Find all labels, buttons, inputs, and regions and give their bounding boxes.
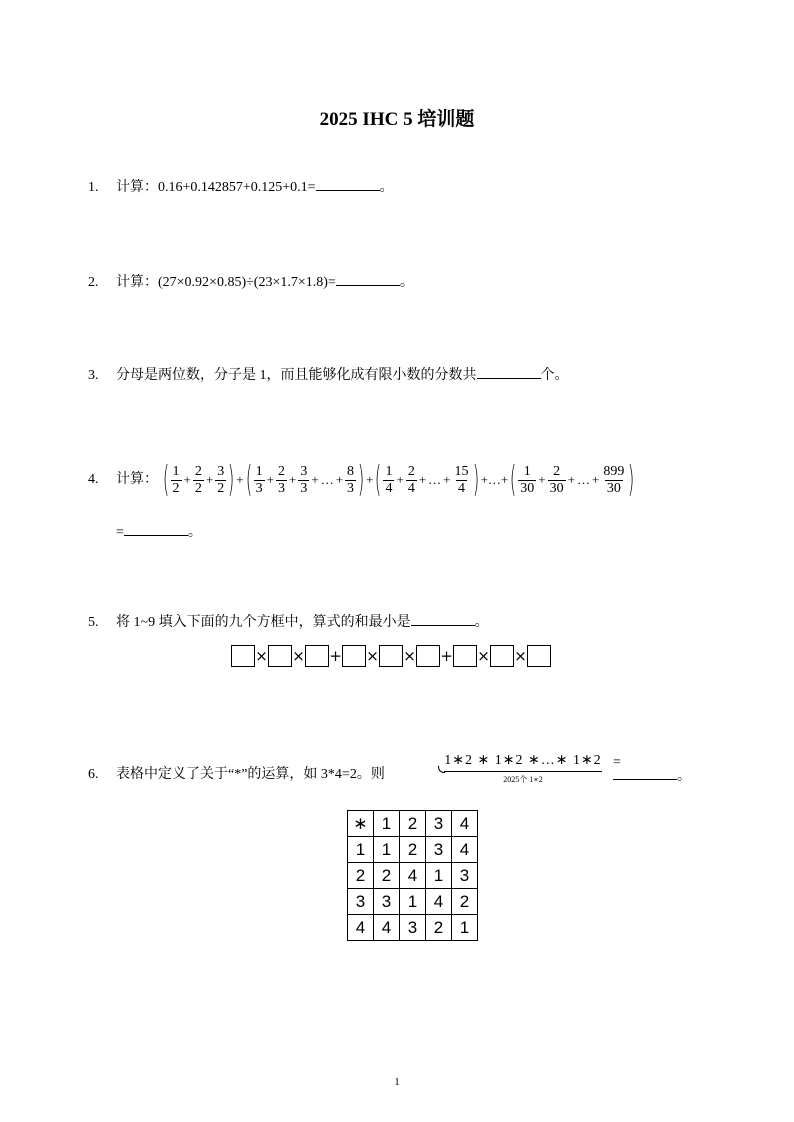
table-cell: 2: [400, 811, 426, 837]
operation-table: [347, 810, 478, 941]
question-4-answer-line: [116, 521, 202, 543]
fraction: $\frac{2}{3}$: [278, 463, 286, 496]
answer-blank[interactable]: [613, 765, 677, 780]
table-cell: 2: [348, 863, 374, 889]
fraction: $\frac{8}{3}$: [347, 463, 355, 496]
table-row: [348, 889, 478, 915]
question-end: 个。: [540, 368, 569, 383]
question-end: 。: [677, 769, 691, 784]
page-number: 1: [394, 1076, 400, 1088]
number-box-expression: [231, 645, 551, 667]
number-box[interactable]: [231, 645, 255, 667]
number-box[interactable]: [379, 645, 403, 667]
fraction: $\frac{1}{4}$: [385, 463, 393, 496]
question-number: 2.: [88, 275, 99, 290]
table-cell: 3: [426, 811, 452, 837]
question-text: 分母是两位数，分子是 1，而且能够化成有限小数的分数共: [116, 368, 477, 383]
table-cell: 1: [348, 837, 374, 863]
table-row: [348, 837, 478, 863]
table-cell: 2: [374, 863, 400, 889]
number-box[interactable]: [305, 645, 329, 667]
question-6-answer: [613, 765, 691, 787]
number-box[interactable]: [527, 645, 551, 667]
left-paren: (: [162, 459, 169, 500]
fraction-group-4: ( $\frac{1}{30}$ + $\frac{2}{30}$ + … + $\frac{899}{30}$ ): [510, 459, 635, 500]
question-number: 5.: [88, 615, 99, 630]
question-1: [88, 176, 394, 198]
table-cell: ∗: [348, 811, 374, 837]
answer-blank[interactable]: [316, 176, 380, 191]
question-number: 1.: [88, 180, 99, 195]
number-box[interactable]: [416, 645, 440, 667]
answer-blank[interactable]: [124, 521, 188, 536]
fraction: $\frac{3}{3}$: [300, 463, 308, 496]
table-cell: 3: [400, 915, 426, 941]
fraction: $\frac{2}{2}$: [194, 463, 202, 496]
number-box[interactable]: [490, 645, 514, 667]
fraction: $\frac{899}{30}$: [603, 463, 625, 496]
answer-blank[interactable]: [411, 611, 475, 626]
expression-numerator: 1∗2 ∗ 1∗2 ∗…∗ 1∗2: [444, 753, 602, 768]
plus-sign: +: [329, 647, 342, 665]
table-cell: 2: [426, 915, 452, 941]
table-cell: 4: [452, 837, 478, 863]
times-sign: ×: [366, 647, 379, 665]
underbrace: [444, 771, 602, 772]
question-end: 。: [379, 180, 394, 195]
question-end: 。: [399, 275, 414, 290]
table-cell: 4: [426, 889, 452, 915]
table-cell: 2: [452, 889, 478, 915]
table-row: [348, 915, 478, 941]
question-end: 。: [474, 615, 489, 630]
times-sign: ×: [403, 647, 416, 665]
number-box[interactable]: [268, 645, 292, 667]
table-cell: 1: [426, 863, 452, 889]
table-cell: 4: [348, 915, 374, 941]
table-cell: 2: [400, 837, 426, 863]
table-cell: 1: [400, 889, 426, 915]
question-3: [88, 364, 569, 386]
question-text: 计算：(27×0.92×0.85)÷(23×1.7×1.8)=: [116, 275, 336, 290]
table-cell: 4: [452, 811, 478, 837]
table-cell: 3: [348, 889, 374, 915]
fraction: $\frac{2}{30}$: [549, 463, 564, 496]
times-sign: ×: [514, 647, 527, 665]
table-cell: 1: [374, 837, 400, 863]
fraction-group-3: ( $\frac{1}{4}$ + $\frac{2}{4}$ + … + $\frac{15}{4}$ ): [375, 459, 479, 500]
question-2: [88, 271, 414, 293]
table-cell: 3: [426, 837, 452, 863]
page-title: 2025 IHC 5 培训题: [319, 109, 475, 130]
table-cell: 4: [400, 863, 426, 889]
equals-sign: =: [116, 525, 124, 540]
table-cell: 1: [374, 811, 400, 837]
answer-blank[interactable]: [336, 271, 400, 286]
times-sign: ×: [477, 647, 490, 665]
fraction: $\frac{1}{3}$: [255, 463, 263, 496]
equals-sign: =: [613, 755, 621, 770]
table-cell: 3: [374, 889, 400, 915]
question-number: 6.: [88, 767, 99, 782]
table-cell: 3: [452, 863, 478, 889]
underbrace-label: 2025个 1∗2: [503, 775, 543, 784]
table-row: [348, 863, 478, 889]
number-box[interactable]: [453, 645, 477, 667]
question-text: 将 1~9 填入下面的九个方框中，算式的和最小是: [116, 615, 411, 630]
question-text: 表格中定义了关于“*”的运算，如 3*4=2。则: [116, 767, 385, 782]
fraction: $\frac{2}{4}$: [407, 463, 415, 496]
question-6: [88, 765, 385, 785]
fraction: $\frac{3}{2}$: [217, 463, 225, 496]
question-number: 4.: [88, 472, 99, 488]
fraction: $\frac{1}{30}$: [520, 463, 535, 496]
repeated-operation-expression: [444, 752, 602, 785]
fraction-group-1: ( $\frac{1}{2}$ + $\frac{2}{2}$ + $\frac{3}{2}$ ): [162, 459, 235, 500]
table-cell: 4: [374, 915, 400, 941]
answer-blank[interactable]: [477, 364, 541, 379]
question-number: 3.: [88, 368, 99, 383]
question-4: 4. 计算： ( $\frac{1}{2}$ + $\frac{2}{2}$ + $\frac{3}{2}$ ) + ( $\frac{1}{3}$ + $\frac{2}{3}$ + $\frac{3}{3}$ + … + $\frac{8}{3}$ ) + ( $\frac{1}{4}$ + $\frac{2}{4}$ + … + $\frac{15}{4}$ ) +…+ ( $\frac{1}{30}$ + $\frac{2}{30}$ + … + $\frac{899}{30}$ ): [88, 458, 635, 502]
times-sign: ×: [292, 647, 305, 665]
fraction-group-2: ( $\frac{1}{3}$ + $\frac{2}{3}$ + $\frac{3}{3}$ + … + $\frac{8}{3}$ ): [245, 459, 365, 500]
question-end: 。: [187, 525, 202, 540]
question-text: 计算：0.16+0.142857+0.125+0.1=: [116, 180, 316, 195]
table-cell: 1: [452, 915, 478, 941]
fraction: $\frac{15}{4}$: [454, 463, 469, 496]
question-5: [88, 611, 489, 633]
number-box[interactable]: [342, 645, 366, 667]
question-prefix: 计算：: [116, 472, 158, 488]
times-sign: ×: [255, 647, 268, 665]
fraction: $\frac{1}{2}$: [172, 463, 180, 496]
plus-sign: +: [440, 647, 453, 665]
table-row: [348, 811, 478, 837]
right-paren: ): [228, 459, 235, 500]
